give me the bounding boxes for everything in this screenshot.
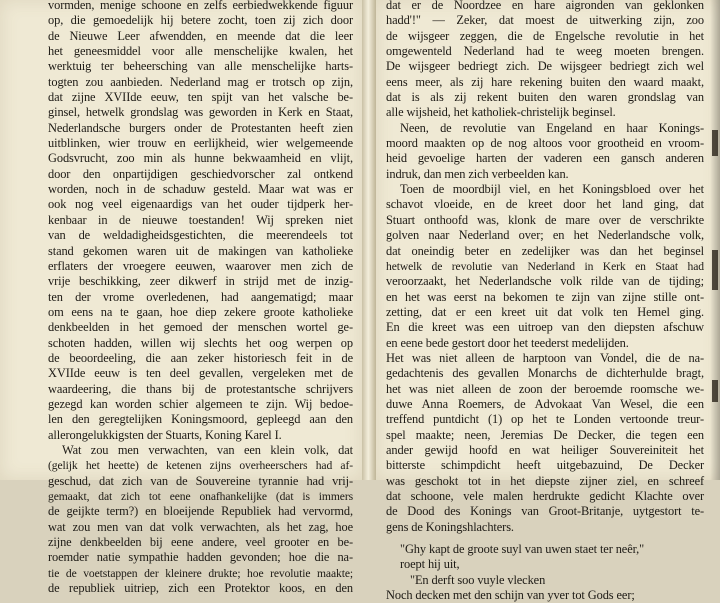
text-line: Wat zou men verwachten, van een klein volk, dat (62, 442, 353, 457)
text-line: en het was eerst na bekomen te zijn van zijne stille ont- (386, 289, 704, 304)
text-line: treffend puntdicht (1) op het te Londen vertoonde treur- (386, 412, 704, 427)
text-line: de beoordeeling, die aan zeker historiesch feit in de (48, 350, 353, 365)
text-line: dat zijne XVIIde eeuw, ten spijt van het valsche be- (48, 90, 353, 105)
text-line: tie de voetstappen der kleinere drukte; hoe revolutie maakte; (48, 566, 353, 580)
text-line: alle wijsheid, het katholiek-christelijk beginsel. (386, 105, 616, 120)
text-line: om eens na te gaan, hoe diep zekere groote katholieke (48, 304, 353, 319)
text-line: erflaters der vroegere eeuwen, waarover men zich de (48, 258, 353, 273)
right-page-text (386, 0, 704, 603)
text-line: heid gevoelige harten der vaderen een gansch anderen (386, 151, 704, 166)
text-line: vrije beschikking, zeer dikwerf in strijd met de inzig- (48, 274, 353, 289)
text-line: allerongelukkigsten der Stuarts, Koning Karel I. (48, 427, 282, 442)
text-line: golven naar Nederland over; en het Nederlandsche volk, (386, 228, 704, 243)
text-line: hadd'!" — Zeker, dat moest de uitwerking zijn, zoo (386, 13, 704, 28)
quote-line: "En derft soo vuyle vlecken (410, 572, 546, 587)
text-line: schoten hadden, willen wij slechts het oog werpen op (48, 335, 353, 350)
text-line: dat er de Noordzee en hare aigronden van geklonken (386, 0, 704, 12)
left-page-text (48, 0, 353, 596)
text-line: schavot vloeide, en de kreet door het land ging, dat (386, 197, 704, 212)
text-line: van de weldadigheidsgestichten, die meerendeels tot (48, 228, 353, 243)
text-line: togten zou aanbieden. Nederland mag er trotsch op zijn, (48, 74, 353, 89)
text-line: eens meer, als zij hare rekening buiten den waard maakt, (386, 74, 704, 89)
text-line: stand gekomen waren uit de makingen van katholieke (48, 243, 353, 258)
text-line: waardeering, die thans bij de protestantsche schrijvers (48, 381, 353, 396)
text-line: len den geregtelijken Koningsmoord, gepleegd aan den (48, 412, 353, 427)
text-line: XVIIde eeuw is ten deel gevallen, vergeleken met de (48, 366, 353, 381)
text-line: de Nieuwe Leer afwendden, en meende dat die leer (48, 28, 353, 43)
text-line: Godsvrucht, zoo min als hunne bekwaamheid en vlijt, (48, 151, 353, 166)
text-line: ten der vrome overledenen, had aangematigd; maar (48, 289, 353, 304)
text-line: wat zou men van dat volk verwachten, als het zag, hoe (48, 519, 353, 534)
text-line: vormden, menige schoone en zelfs eerbiedwekkende figuur (48, 0, 353, 12)
text-line: denkbeelden in het gemoed der menschen wortel ge- (48, 320, 353, 335)
text-line: Het was niet alleen de harptoon van Vondel, die de na- (386, 350, 704, 365)
text-line: het was niet alleen de zoon der beroemde roomsche we- (386, 381, 704, 396)
text-line: de geijkte term?) en bloeijende Republiek had vervormd, (48, 504, 353, 519)
text-line: de Dood des Konings van Groot-Britanje, uytgestort te- (386, 504, 704, 519)
text-line: ook nog veel eigenaardigs van het ouder tijdperk her- (48, 197, 353, 212)
book-gutter (362, 0, 376, 480)
text-line: uitblinken, wier trouw en eerlijkheid, wier welgemeende (48, 136, 353, 151)
text-line: door den onpartijdigen geschiedvorscher zal ontkend (48, 166, 353, 181)
text-line: spel maakte; neen, Jeremias De Decker, die tegen een (386, 427, 704, 442)
text-line: zijne denkbeelden bij eene andere, veel grooter en be- (48, 535, 353, 550)
text-line: en eene bede gestort door het teederst medelijden. (386, 335, 629, 350)
text-line: zetting, dat er een kreet uit dat volk ten Hemel ging. (386, 304, 704, 319)
text-line: omgewenteld Nederland had te weeg moeten brengen. (386, 44, 704, 59)
text-line: gemaakt, dat zich tot eene onafhankelijke (dat is immers (48, 490, 353, 503)
text-line: dat is als zij rekent buiten den waren grondslag van (386, 90, 704, 105)
text-line: ginsel, hetwelk grondslag was geworden in Kerk en Staat, (48, 105, 353, 120)
text-line: bitterste schimpdicht heeft uitgebazuind, De Decker (386, 458, 704, 473)
text-line: dat oneindig beter en zedelijker was dan het beginsel (386, 243, 704, 258)
text-line: (gelijk het heette) de ketenen zijns overheerschers had af- (48, 459, 353, 473)
text-line: ander gewijd hoofd en wat heiliger Souvereiniteit het (386, 442, 704, 457)
text-line: Stuart onthoofd was, klonk de mare over de verschrikte (386, 212, 704, 227)
text-line: het geneesmiddel voor alle menschelijke kwalen, het (48, 44, 353, 59)
text-line: Nederlandsche burgers onder de Protestanten heeft zien (48, 120, 353, 135)
text-line: roept hij uit, (400, 557, 460, 572)
text-line: De wijsgeer bedriegt zich. De wijsgeer bedriegt zich wel (386, 59, 704, 74)
text-line: Neen, de revolutie van Engeland en haar Konings- (400, 120, 704, 135)
text-line: roemder natie sympathie hadden gevonden; hoe die na- (48, 550, 353, 565)
text-line: was geschokt tot in het diepste zijner ziel, en schreef (386, 473, 704, 488)
right-page (376, 0, 720, 603)
page-edge (710, 0, 720, 480)
text-line: moord maakten op de nog altoos voor grootheid en vroom- (386, 136, 704, 151)
text-line: gezegd kan worden schier algemeen te zijn. Wij bedoe- (48, 396, 353, 411)
quote-line: Noch decken met den schijn van yver tot Gods eer; (386, 588, 635, 603)
text-line: worden, noch in de schaduw gesteld. Maar wat was er (48, 182, 353, 197)
text-line: Toen de moordbijl viel, en het Koningsbloed over het (400, 182, 704, 197)
text-line: op, die gemoedelijk hij betere zocht, toen zij zich door (48, 13, 353, 28)
text-line: dat schoone, vele malen herdrukte gedicht Klachte over (386, 489, 704, 503)
text-line: werktuig ter beheersching van alle menschelijke harts- (48, 59, 353, 74)
page-edge-mark (712, 130, 718, 156)
text-line: gedachtenis des gevallen Monarchs de dichterhulde bragt, (386, 366, 704, 381)
text-line: geschud, dat zich van de Souvereine tyrannie had vrij- (48, 473, 353, 488)
text-line: de republiek uitriep, zich een Protektor koos, en den (48, 581, 353, 596)
left-page (0, 0, 362, 596)
text-line: veroorzaakt, het Nederlandsche volk rilde van de tijding; (386, 274, 704, 289)
page-edge-mark (712, 250, 718, 290)
page-edge-mark (712, 380, 718, 402)
text-line: gens de Koningshlachters. (386, 519, 514, 534)
text-line: hetwelk de revolutie van Nederland in Kerk en Staat had (386, 259, 704, 273)
text-line: duwe Anna Roemers, de Advokaat Van Wesel, die een (386, 396, 704, 411)
text-line: En die kreet was een uitroep van den diepsten afschuw (386, 320, 704, 335)
text-line: indruk, dan men zich verbeelden kan. (386, 166, 569, 181)
text-line: kenbaar in de nieuwe toestanden! Wij spreken niet (48, 212, 353, 227)
quote-line: "Ghy kapt de groote suyl van uwen staet ter neêr," (400, 542, 645, 557)
text-line: de wijsgeer zeggen, die de Engelsche revolutie in het (386, 28, 704, 43)
spacer (386, 535, 704, 542)
